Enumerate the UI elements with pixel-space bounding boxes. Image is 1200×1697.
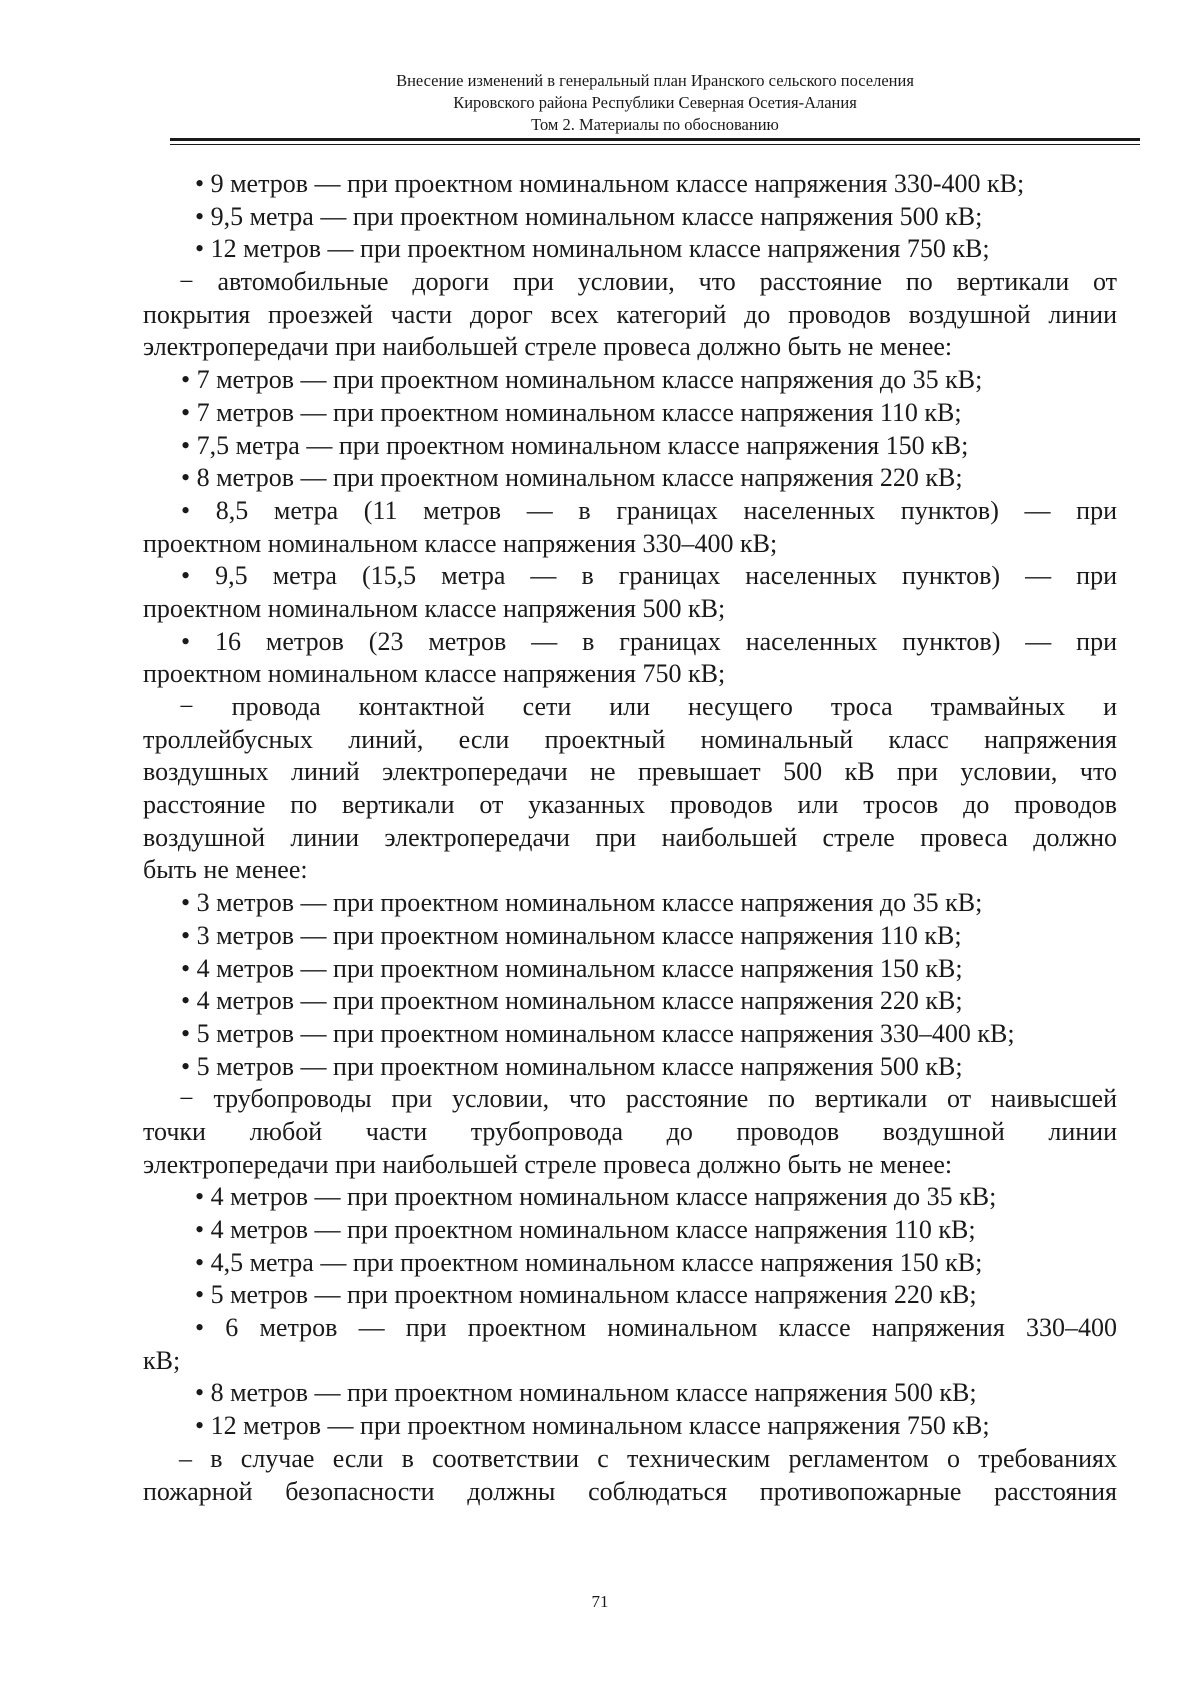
text-line: электропередачи при наибольшей стреле провеса должно быть не менее:: [143, 1149, 953, 1179]
text-line: − трубопроводы при условии, что расстояние по вертикали от наивысшей: [179, 1084, 1117, 1114]
text-line: • 16 метров (23 метров — в границах населенных пунктов) — при: [181, 626, 1117, 656]
text-line: кВ;: [143, 1345, 181, 1375]
text-line: • 3 метров — при проектном номинальном классе напряжения 110 кВ;: [181, 920, 962, 950]
text-line: • 5 метров — при проектном номинальном классе напряжения 220 кВ;: [195, 1280, 977, 1310]
text-line: • 3 метров — при проектном номинальном классе напряжения до 35 кВ;: [181, 888, 983, 918]
header-line-3: Том 2. Материалы по обоснованию: [531, 115, 779, 134]
text-line: • 4 метров — при проектном номинальном классе напряжения 110 кВ;: [195, 1215, 976, 1244]
text-line: • 6 метров — при проектном номинальном классе напряжения 330–400: [195, 1313, 1117, 1343]
header-line-1: Внесение изменений в генеральный план Иранского сельского поселения: [396, 71, 914, 90]
text-line: быть не менее:: [143, 855, 308, 885]
text-line: троллейбусных линий, если проектный номинальный класс напряжения: [143, 724, 1117, 754]
text-line: • 9 метров — при проектном номинальном классе напряжения 330-400 кВ;: [195, 169, 1025, 198]
text-line: проектном номинальном классе напряжения 500 кВ;: [143, 593, 726, 623]
text-line: • 4 метров — при проектном номинальном классе напряжения 220 кВ;: [181, 986, 963, 1016]
text-line: • 9,5 метра — при проектном номинальном классе напряжения 500 кВ;: [195, 201, 983, 231]
text-line: • 12 метров — при проектном номинальном классе напряжения 750 кВ;: [195, 1411, 990, 1441]
text-line: • 7 метров — при проектном номинальном классе напряжения до 35 кВ;: [181, 365, 983, 395]
text-line: • 9,5 метра (15,5 метра — в границах населенных пунктов) — при: [181, 561, 1117, 591]
header-line-2: Кировского района Республики Северная Осетия-Алания: [453, 93, 857, 112]
text-line: • 4,5 метра — при проектном номинальном классе напряжения 150 кВ;: [195, 1247, 983, 1277]
text-line: точки любой части трубопровода до проводов воздушной линии: [143, 1116, 1117, 1146]
text-line: • 5 метров — при проектном номинальном классе напряжения 330–400 кВ;: [181, 1018, 1015, 1048]
text-line: • 8 метров — при проектном номинальном классе напряжения 500 кВ;: [195, 1378, 977, 1408]
text-line: • 7,5 метра — при проектном номинальном классе напряжения 150 кВ;: [181, 430, 969, 460]
text-line: • 12 метров — при проектном номинальном классе напряжения 750 кВ;: [195, 234, 990, 264]
text-line: • 7 метров — при проектном номинальном классе напряжения 110 кВ;: [181, 397, 962, 427]
text-line: – в случае если в соответствии с техническим регламентом о требованиях: [179, 1443, 1117, 1473]
text-line: воздушных линий электропередачи не превышает 500 кВ при условии, что: [143, 757, 1117, 787]
text-line: − провода контактной сети или несущего троса трамвайных и: [179, 692, 1117, 721]
text-line: расстояние по вертикали от указанных проводов или тросов до проводов: [143, 790, 1117, 820]
text-line: • 4 метров — при проектном номинальном классе напряжения 150 кВ;: [181, 953, 963, 983]
text-line: − автомобильные дороги при условии, что расстояние по вертикали от: [179, 267, 1117, 297]
text-line: электропередачи при наибольшей стреле провеса должно быть не менее:: [143, 332, 953, 362]
text-line: • 8,5 метра (11 метров — в границах населенных пунктов) — при: [181, 495, 1117, 525]
text-line: воздушной линии электропередачи при наибольшей стреле провеса должно: [143, 822, 1117, 852]
text-line: • 8 метров — при проектном номинальном классе напряжения 220 кВ;: [181, 463, 963, 493]
text-line: покрытия проезжей части дорог всех категорий до проводов воздушной линии: [143, 299, 1117, 329]
text-line: пожарной безопасности должны соблюдаться противопожарные расстояния: [143, 1476, 1117, 1506]
page-number: 71: [591, 1592, 609, 1611]
page-header: [170, 70, 1140, 136]
text-line: проектном номинальном классе напряжения 330–400 кВ;: [143, 528, 778, 558]
text-line: • 4 метров — при проектном номинальном классе напряжения до 35 кВ;: [195, 1182, 997, 1212]
document-body: [143, 168, 1117, 1508]
header-rule-thick: [170, 138, 1140, 141]
text-line: проектном номинальном классе напряжения 750 кВ;: [143, 659, 726, 689]
header-rule-thin: [170, 144, 1140, 145]
text-line: • 5 метров — при проектном номинальном классе напряжения 500 кВ;: [181, 1051, 963, 1081]
